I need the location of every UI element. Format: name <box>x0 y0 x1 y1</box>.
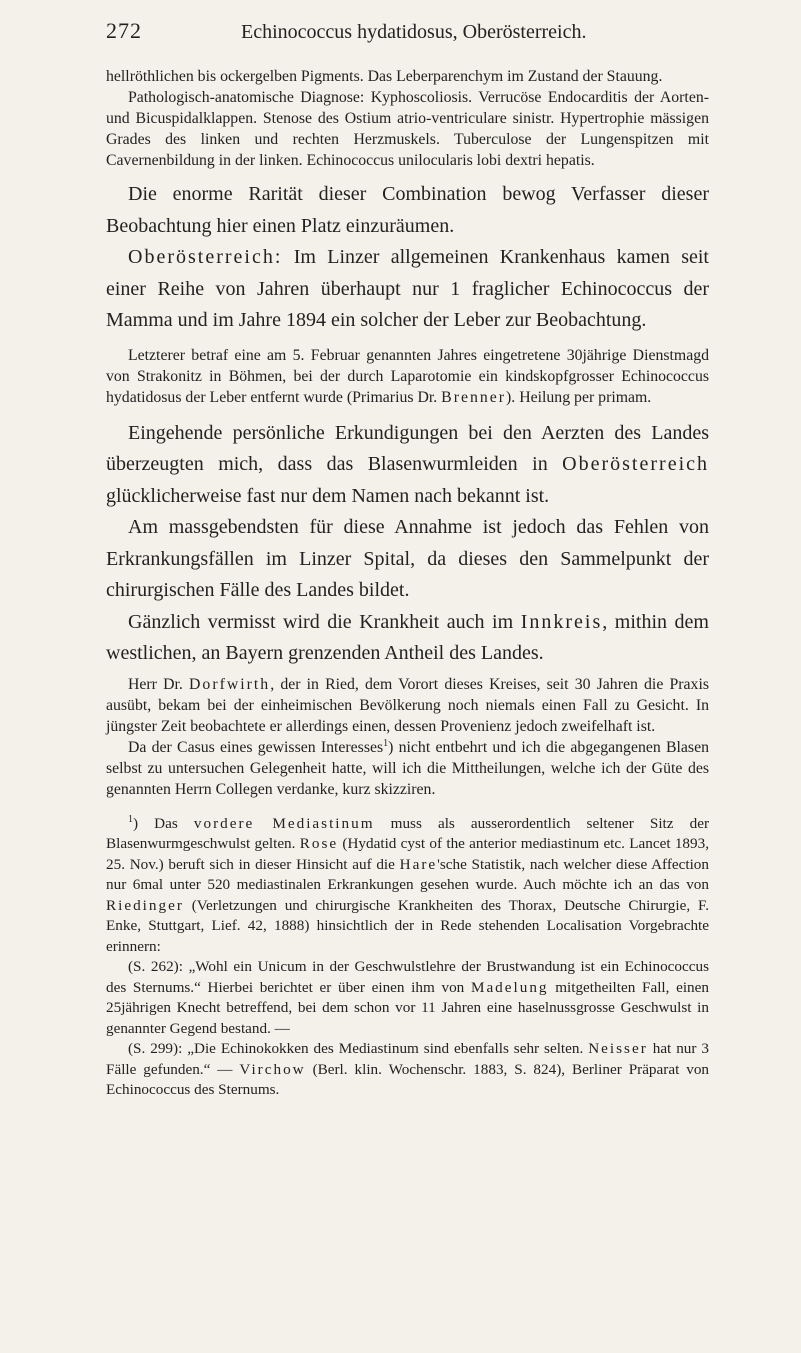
page-number: 272 <box>106 18 142 43</box>
running-title: Echinococcus hydatidosus, Oberösterreich. <box>241 21 587 43</box>
paragraph-linz-spital: Am massgebendsten für diese Annahme ist jedoch das Fehlen von Erkrankungsfällen im Linzer Spital, da dieses den Sammelpunkt der chirurgischen Fälle des Landes bildet. <box>106 516 709 601</box>
paragraph-rarity: Die enorme Rarität dieser Combination bewog Verfasser dieser Beobachtung hier einen Platz einzuräumen. <box>106 183 709 237</box>
running-header <box>106 18 709 44</box>
paragraph-dorfwirth: Herr Dr. Dorfwirth, der in Ried, dem Vorort dieses Kreises, seit 30 Jahren die Praxis ausübt, bekam bei der einheimischen Bevölkerung noch niemals einen Fall zu Gesicht. In jüngster Zeit beobachtete er allerdings einen, dessen Provenienz jedoch zweifelhaft ist. <box>106 675 709 735</box>
footnote-quote-262: (S. 262): „Wohl ein Unicum in der Geschwulstlehre der Brustwandung ist ein Echinococcus des Sternums.“ Hierbei berichtet er über einen ihm von Madelung mitgetheilten Fall, einen 25jährigen Knecht betreffend, bei dem schon vor 11 Jahren eine haselnussgrosse Geschwulst in genannter Gegend bestand. — <box>106 958 709 1037</box>
footnote-quote-299: (S. 299): „Die Echinokokken des Mediastinum sind ebenfalls sehr selten. Neisser hat nur 3 Fälle gefunden.“ — Virchow (Berl. klin. Wochenschr. 1883, S. 824), Berliner Präparat von Echinococcus des Sternums. <box>106 1040 710 1098</box>
footnote-1: $^1$) Das vordere Mediastinum muss als ausserordentlich seltener Sitz der Blasenwurmgeschwulst gelten. Rose (Hydatid cyst of the anterior mediastinum etc. Lancet 1893, 25. Nov.) beruft sich in dieser Hinsicht auf die Hare'sche Statistik, nach welcher diese Affection nur 6mal unter 520 mediastinalen Erkrankungen gesehen wurde. Auch möchte ich an das von Riedinger (Verletzungen und chirurgische Krankheiten des Thorax, Deutsche Chirurgie, F. Enke, Stuttgart, Lief. 42, 1888) hinsichtlich der in Rede stehenden Localisation Vorgebrachte erinnern: <box>106 813 710 955</box>
region-name: Oberösterreich: <box>128 246 283 268</box>
region-name: Oberösterreich <box>562 453 709 475</box>
paragraph-innkreis: Gänzlich vermisst wird die Krankheit auch im Innkreis, mithin dem westlichen, an Bayern grenzenden Antheil des Landes. <box>106 610 709 664</box>
paragraph-casus: Da der Casus eines gewissen Interesses$^1$) nicht entbehrt und ich die abgegangenen Blasen selbst zu untersuchen Gelegenheit hatte, will ich die Mittheilungen, welche ich der Güte des genannten Herrn Collegen verdanke, kurz skizziren. <box>106 737 709 798</box>
footnote-reference: 1 <box>383 737 389 749</box>
person-name: Dorfwirth <box>189 675 271 693</box>
region-name: Innkreis <box>520 610 603 633</box>
paragraph-diagnosis: Pathologisch-anatomische Diagnose: Kyphoscoliosis. Verrucöse Endocarditis der Aorten- und Bicuspidalklappen. Stenose des Ostium atrio-ventriculare sinistr. Hypertrophie mässigen Grades des linken und rechten Herzmuskels. Tuberculose der Lungenspitzen mit Cavernenbildung in der linken. Echinococcus unilocularis lobi dextri hepatis. <box>106 89 709 169</box>
paragraph-case-report: Letzterer betraf eine am 5. Februar genannten Jahres eingetretene 30jährige Dienstmagd von Strakonitz in Böhmen, bei der durch Laparotomie ein kindskopfgrosser Echinococcus hydatidosus der Leber entfernt wurde (Primarius Dr. Brenner). Heilung per primam. <box>106 346 709 406</box>
footnote-marker: 1 <box>128 813 133 825</box>
person-name: Brenner <box>441 388 507 406</box>
paragraph-linz-hospital: Oberösterreich: Im Linzer allgemeinen Krankenhaus kamen seit einer Reihe von Jahren überhaupt nur 1 fraglicher Echinococcus der Mamma und im Jahre 1894 ein solcher der Leber zur Beobachtung. <box>106 246 709 331</box>
paragraph-pigment: hellröthlichen bis ockergelben Pigments. Das Leberparenchym im Zustand der Stauung. <box>106 68 663 85</box>
paragraph-inquiries: Eingehende persönliche Erkundigungen bei den Aerzten des Landes überzeugten mich, dass das Blasenwurmleiden in Oberösterreich glücklicherweise fast nur dem Namen nach bekannt ist. <box>106 421 709 507</box>
